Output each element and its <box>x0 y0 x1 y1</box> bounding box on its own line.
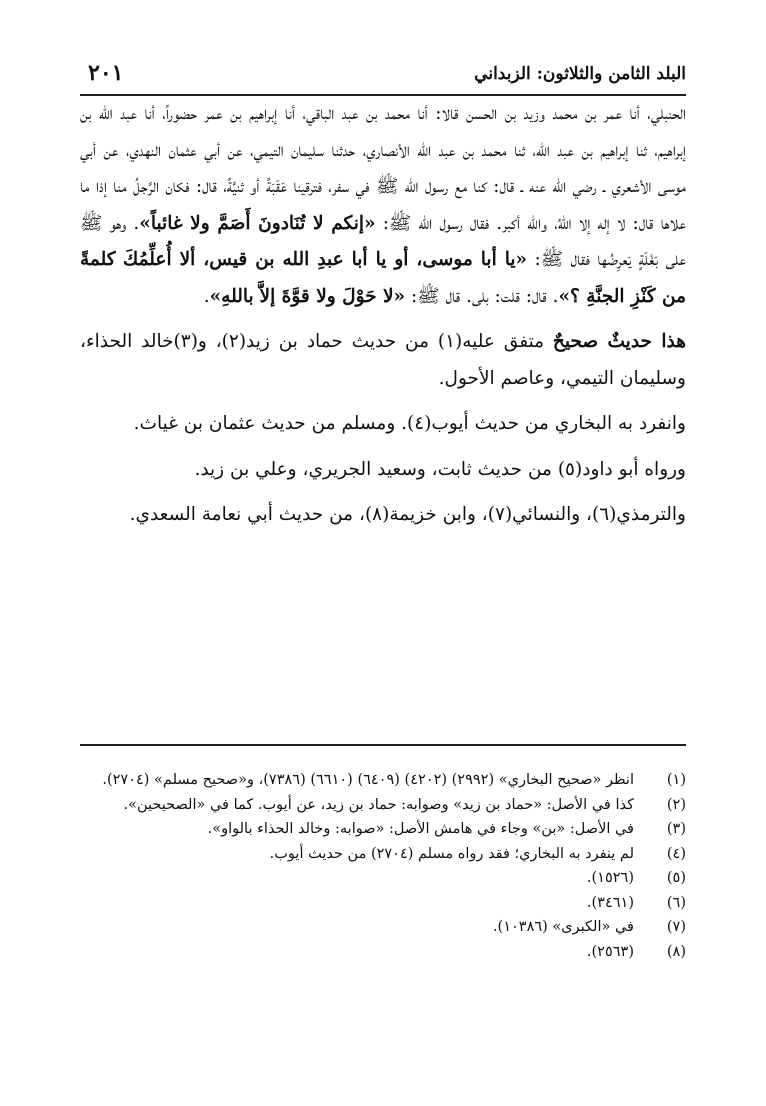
prophetic-quote: «لا حَوْلَ ولا قوَّةَ إلاَّ <box>259 285 406 307</box>
running-title: البلد الثامن والثلاثون: الزبداني <box>474 64 686 84</box>
text-line: . وهو ﷺ على <box>80 212 686 270</box>
footnote-number: (٨) <box>666 943 686 960</box>
bukhari-paragraph: وانفرد به البخاري من حديث أيوب(٤). ومسلم من حديث عثمان بن غياث. <box>133 413 686 434</box>
footnote-number: (١) <box>666 772 686 788</box>
text-line: بَغْلَةٍ يَعرِضُها فقال ﷺ: <box>527 249 659 270</box>
footnote-divider <box>80 744 686 746</box>
footnote-item <box>80 817 686 842</box>
abu-dawud-paragraph: ورواه أبو داود(٥) من حديث ثابت، وسعيد الجريري، وعلي بن زيد. <box>194 458 686 480</box>
footnote-text: لم ينفرد به البخاري؛ فقد رواه مسلم (٢٧٠٤) من حديث أيوب. <box>269 845 634 862</box>
footnote-number: (٤) <box>666 845 686 862</box>
text-line: الحنبلي، أنا عمر بن محمد وزيد بن الحسن قالا: أنا محمد بن عبد الباقي، أنا <box>284 103 686 124</box>
text-line: فترقينا عَقَبَةً أو ثنيَّةً، قال: فكان الرَّجلُ منا إذا ما علاها قال: لا إله إلا اللهُ، <box>80 176 686 234</box>
footnote-item <box>80 768 686 793</box>
footnote-item <box>80 793 686 818</box>
footnote-number: (٥) <box>666 870 686 886</box>
footnote-text: في الأصل: «بن» وجاء في هامش الأصل: «صوابه: وخالد الحذاء بالواو». <box>207 821 634 837</box>
main-text <box>80 96 686 534</box>
grading-label: هذا حديثٌ صحيحٌ <box>552 331 687 352</box>
text-line: عن أبي موسى الأشعري ـ رضي الله عنه ـ قال: كنا مع رسول الله ﷺ في سفر، <box>80 139 686 197</box>
text-line: إبراهيم بن عمر حضوراً، أنا عبد الله بن إبراهيم، ثنا إبراهيم بن عبد الله، ثنا <box>80 103 686 161</box>
footnotes <box>80 768 686 964</box>
footnote-item <box>80 891 686 916</box>
hadith-paragraph <box>80 96 686 315</box>
prophetic-quote: باللهِ» <box>209 285 254 307</box>
footnote-item <box>80 842 686 867</box>
prophetic-quote: «إنكم لا تُنَادونَ أَصَمَّ ولا غائباً» <box>139 212 376 234</box>
page-header <box>80 58 686 96</box>
footnote-text: في «الكبرى» (١٠٣٨٦). <box>492 919 634 935</box>
footnote-text: كذا في الأصل: «حماد بن زيد» وصوابه: حماد بن زيد، عن أيوب. كما في «الصحيحين». <box>123 796 634 813</box>
grading-text: متفق عليه(١) من حديث حماد بن زيد(٢)، و(٣)خالد الحذاء، وسليمان التيمي، وعاصم الأحول. <box>80 331 686 389</box>
text-line: . <box>203 285 210 307</box>
footnote-text: (٣٤٦١). <box>586 894 634 911</box>
footnote-item <box>80 866 686 891</box>
prophetic-quote: «يا أبا موسى، أو يا أبا عبدِ الله بن قيس، ألا أُعلِّمُكَ <box>123 249 528 270</box>
footnote-text: (١٥٢٦). <box>586 870 634 886</box>
footnote-number: (٧) <box>666 919 686 935</box>
page-number: ٢٠١ <box>88 60 124 86</box>
grading-paragraph <box>80 324 686 397</box>
footnote-item <box>80 940 686 965</box>
prophetic-quote: كلمةً من كَنْزِ الجنَّةِ ؟» <box>80 249 686 307</box>
footnote-number: (٢) <box>666 796 686 813</box>
text-line: محمد بن عبد الله الأنصاري، حدثنا سليمان التيمي، عن أبي عثمان النهدي، <box>125 139 507 161</box>
footnote-number: (٦) <box>666 894 686 911</box>
tirmidhi-paragraph: والترمذي(٦)، والنسائي(٧)، وابن خزيمة(٨)، من حديث أبي نعامة السعدي. <box>129 504 686 525</box>
text-line: والله أكبر. فقال رسول الله ﷺ: <box>375 212 548 234</box>
footnote-text: انظر «صحيح البخاري» (٢٩٩٢) (٤٢٠٢) (٦٤٠٩) (٦٦١٠) (٧٣٨٦)، و«صحيح مسلم» (٢٧٠٤). <box>102 772 634 788</box>
footnote-item <box>80 915 686 940</box>
footnote-text: (٢٥٦٣). <box>586 943 634 960</box>
text-line: . قال: قلت: بلى. قال ﷺ: <box>405 285 559 307</box>
footnote-number: (٣) <box>666 821 686 837</box>
